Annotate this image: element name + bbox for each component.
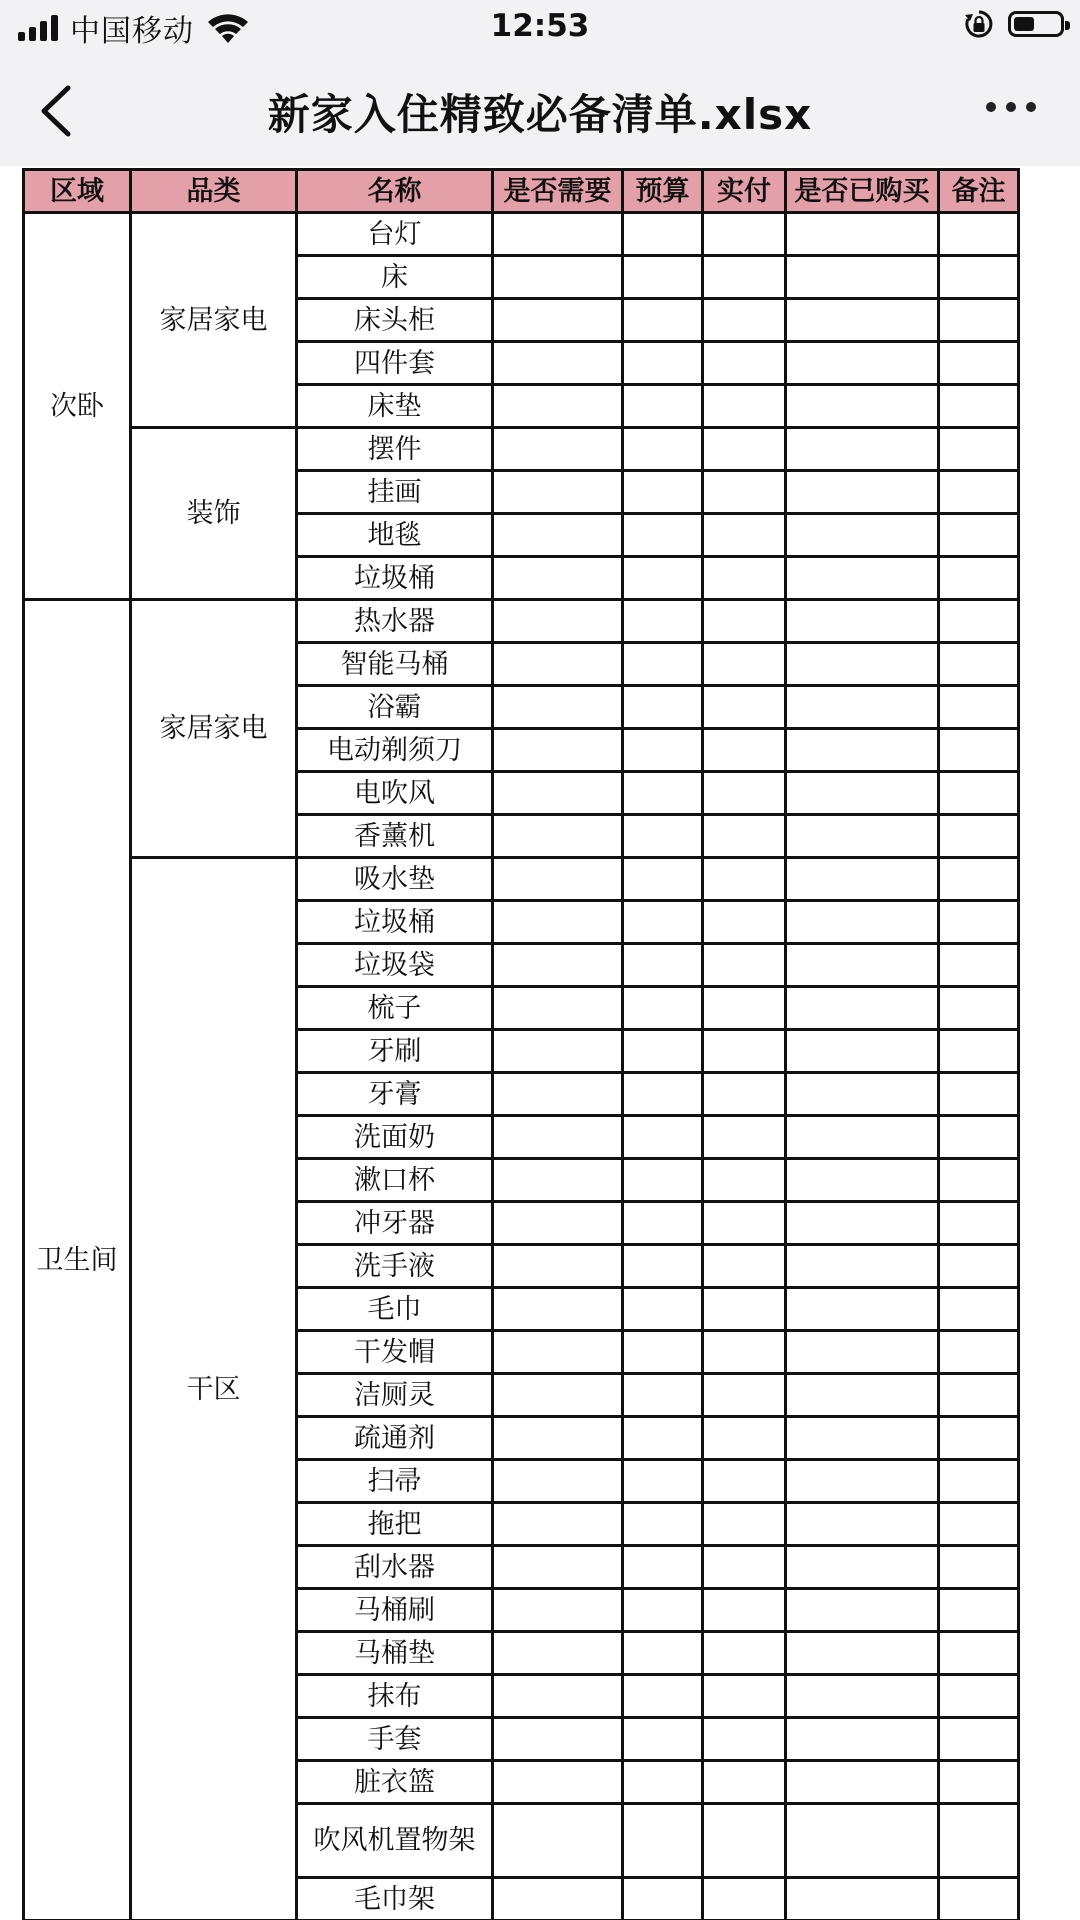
need-cell[interactable] xyxy=(493,213,623,256)
rotation-lock-icon xyxy=(964,9,994,39)
item-name-cell[interactable]: 干发帽 xyxy=(297,1331,493,1374)
note-cell[interactable] xyxy=(939,428,1019,471)
paid-cell[interactable] xyxy=(703,514,786,557)
page-title: 新家入住精致必备清单.xlsx xyxy=(267,90,813,139)
item-name-cell[interactable]: 智能马桶 xyxy=(297,643,493,686)
paid-cell[interactable] xyxy=(703,557,786,600)
note-cell[interactable] xyxy=(939,1245,1019,1288)
budget-cell[interactable] xyxy=(623,772,703,815)
purchased-cell[interactable] xyxy=(786,1546,939,1589)
table-row xyxy=(24,213,1019,256)
need-cell[interactable] xyxy=(493,901,623,944)
note-cell[interactable] xyxy=(939,471,1019,514)
purchased-cell[interactable] xyxy=(786,944,939,987)
note-cell[interactable] xyxy=(939,514,1019,557)
nav-bar xyxy=(0,56,1080,166)
budget-cell[interactable] xyxy=(623,1202,703,1245)
need-cell[interactable] xyxy=(493,772,623,815)
item-name-cell[interactable]: 洁厕灵 xyxy=(297,1374,493,1417)
note-cell[interactable] xyxy=(939,299,1019,342)
note-cell[interactable] xyxy=(939,1030,1019,1073)
need-cell[interactable] xyxy=(493,1030,623,1073)
note-cell[interactable] xyxy=(939,1417,1019,1460)
paid-cell[interactable] xyxy=(703,600,786,643)
purchased-cell[interactable] xyxy=(786,1288,939,1331)
need-cell[interactable] xyxy=(493,729,623,772)
paid-cell[interactable] xyxy=(703,643,786,686)
note-cell[interactable] xyxy=(939,1878,1019,1920)
item-name-cell[interactable]: 垃圾桶 xyxy=(297,901,493,944)
purchased-cell[interactable] xyxy=(786,342,939,385)
need-cell[interactable] xyxy=(493,1632,623,1675)
carrier-name: 中国移动 xyxy=(70,14,194,49)
paid-cell[interactable] xyxy=(703,686,786,729)
item-name-cell[interactable]: 梳子 xyxy=(297,987,493,1030)
note-cell[interactable] xyxy=(939,600,1019,643)
note-cell[interactable] xyxy=(939,1288,1019,1331)
paid-cell[interactable] xyxy=(703,428,786,471)
item-name-cell[interactable]: 摆件 xyxy=(297,428,493,471)
budget-cell[interactable] xyxy=(623,729,703,772)
note-cell[interactable] xyxy=(939,256,1019,299)
need-cell[interactable] xyxy=(493,1073,623,1116)
budget-cell[interactable] xyxy=(623,1878,703,1920)
category-cell[interactable]: 家居家电 xyxy=(131,600,297,858)
budget-cell[interactable] xyxy=(623,471,703,514)
purchased-cell[interactable] xyxy=(786,1374,939,1417)
paid-cell[interactable] xyxy=(703,1761,786,1804)
checklist-table xyxy=(22,168,1020,1920)
note-cell[interactable] xyxy=(939,729,1019,772)
item-name-cell[interactable]: 抹布 xyxy=(297,1675,493,1718)
budget-cell[interactable] xyxy=(623,1589,703,1632)
budget-cell[interactable] xyxy=(623,1546,703,1589)
need-cell[interactable] xyxy=(493,256,623,299)
purchased-cell[interactable] xyxy=(786,987,939,1030)
budget-cell[interactable] xyxy=(623,557,703,600)
note-cell[interactable] xyxy=(939,1632,1019,1675)
budget-cell[interactable] xyxy=(623,1331,703,1374)
budget-cell[interactable] xyxy=(623,901,703,944)
item-name-cell[interactable]: 漱口杯 xyxy=(297,1159,493,1202)
paid-cell[interactable] xyxy=(703,299,786,342)
status-bar xyxy=(0,0,1080,56)
purchased-cell[interactable] xyxy=(786,1761,939,1804)
budget-cell[interactable] xyxy=(623,1116,703,1159)
item-name-cell[interactable]: 脏衣篮 xyxy=(297,1761,493,1804)
need-cell[interactable] xyxy=(493,1288,623,1331)
purchased-cell[interactable] xyxy=(786,772,939,815)
item-name-cell[interactable]: 热水器 xyxy=(297,600,493,643)
paid-cell[interactable] xyxy=(703,1546,786,1589)
item-name-cell[interactable]: 刮水器 xyxy=(297,1546,493,1589)
purchased-cell[interactable] xyxy=(786,1460,939,1503)
need-cell[interactable] xyxy=(493,514,623,557)
paid-cell[interactable] xyxy=(703,1460,786,1503)
item-name-cell[interactable]: 洗手液 xyxy=(297,1245,493,1288)
need-cell[interactable] xyxy=(493,1331,623,1374)
paid-cell[interactable] xyxy=(703,858,786,901)
item-name-cell[interactable]: 马桶垫 xyxy=(297,1632,493,1675)
paid-cell[interactable] xyxy=(703,944,786,987)
note-cell[interactable] xyxy=(939,858,1019,901)
need-cell[interactable] xyxy=(493,1417,623,1460)
purchased-cell[interactable] xyxy=(786,815,939,858)
paid-cell[interactable] xyxy=(703,385,786,428)
budget-cell[interactable] xyxy=(623,1804,703,1878)
item-name-cell[interactable]: 电吹风 xyxy=(297,772,493,815)
note-cell[interactable] xyxy=(939,1804,1019,1878)
note-cell[interactable] xyxy=(939,1116,1019,1159)
need-cell[interactable] xyxy=(493,987,623,1030)
item-name-cell[interactable]: 四件套 xyxy=(297,342,493,385)
note-cell[interactable] xyxy=(939,1460,1019,1503)
need-cell[interactable] xyxy=(493,643,623,686)
budget-cell[interactable] xyxy=(623,987,703,1030)
budget-cell[interactable] xyxy=(623,1761,703,1804)
note-cell[interactable] xyxy=(939,1073,1019,1116)
budget-cell[interactable] xyxy=(623,1503,703,1546)
paid-cell[interactable] xyxy=(703,1878,786,1920)
note-cell[interactable] xyxy=(939,1503,1019,1546)
note-cell[interactable] xyxy=(939,1546,1019,1589)
need-cell[interactable] xyxy=(493,428,623,471)
clock: 12:53 xyxy=(490,8,590,44)
column-header[interactable]: 实付 xyxy=(703,170,786,213)
note-cell[interactable] xyxy=(939,686,1019,729)
purchased-cell[interactable] xyxy=(786,299,939,342)
note-cell[interactable] xyxy=(939,772,1019,815)
column-header[interactable]: 预算 xyxy=(623,170,703,213)
paid-cell[interactable] xyxy=(703,1288,786,1331)
column-header[interactable]: 备注 xyxy=(939,170,1019,213)
purchased-cell[interactable] xyxy=(786,1804,939,1878)
budget-cell[interactable] xyxy=(623,1675,703,1718)
need-cell[interactable] xyxy=(493,1878,623,1920)
note-cell[interactable] xyxy=(939,815,1019,858)
budget-cell[interactable] xyxy=(623,686,703,729)
purchased-cell[interactable] xyxy=(786,256,939,299)
item-name-cell[interactable]: 扫帚 xyxy=(297,1460,493,1503)
budget-cell[interactable] xyxy=(623,1288,703,1331)
need-cell[interactable] xyxy=(493,1589,623,1632)
item-name-cell[interactable]: 牙膏 xyxy=(297,1073,493,1116)
paid-cell[interactable] xyxy=(703,729,786,772)
note-cell[interactable] xyxy=(939,557,1019,600)
note-cell[interactable] xyxy=(939,1202,1019,1245)
purchased-cell[interactable] xyxy=(786,471,939,514)
item-name-cell[interactable]: 床垫 xyxy=(297,385,493,428)
note-cell[interactable] xyxy=(939,385,1019,428)
need-cell[interactable] xyxy=(493,1374,623,1417)
need-cell[interactable] xyxy=(493,1116,623,1159)
item-name-cell[interactable]: 洗面奶 xyxy=(297,1116,493,1159)
header-row xyxy=(24,170,1019,213)
item-name-cell[interactable]: 手套 xyxy=(297,1718,493,1761)
need-cell[interactable] xyxy=(493,815,623,858)
need-cell[interactable] xyxy=(493,1159,623,1202)
paid-cell[interactable] xyxy=(703,1632,786,1675)
paid-cell[interactable] xyxy=(703,815,786,858)
need-cell[interactable] xyxy=(493,1503,623,1546)
budget-cell[interactable] xyxy=(623,815,703,858)
spreadsheet-view[interactable] xyxy=(0,166,1080,1920)
note-cell[interactable] xyxy=(939,643,1019,686)
need-cell[interactable] xyxy=(493,299,623,342)
paid-cell[interactable] xyxy=(703,1374,786,1417)
paid-cell[interactable] xyxy=(703,1804,786,1878)
category-cell[interactable]: 家居家电 xyxy=(131,213,297,428)
purchased-cell[interactable] xyxy=(786,1073,939,1116)
purchased-cell[interactable] xyxy=(786,1878,939,1920)
note-cell[interactable] xyxy=(939,342,1019,385)
item-name-cell[interactable]: 台灯 xyxy=(297,213,493,256)
need-cell[interactable] xyxy=(493,600,623,643)
purchased-cell[interactable] xyxy=(786,643,939,686)
purchased-cell[interactable] xyxy=(786,858,939,901)
purchased-cell[interactable] xyxy=(786,729,939,772)
paid-cell[interactable] xyxy=(703,772,786,815)
paid-cell[interactable] xyxy=(703,1718,786,1761)
item-name-cell[interactable]: 马桶刷 xyxy=(297,1589,493,1632)
table-row xyxy=(24,428,1019,471)
item-name-cell[interactable]: 吸水垫 xyxy=(297,858,493,901)
battery-icon xyxy=(1008,11,1064,37)
budget-cell[interactable] xyxy=(623,299,703,342)
paid-cell[interactable] xyxy=(703,342,786,385)
budget-cell[interactable] xyxy=(623,643,703,686)
note-cell[interactable] xyxy=(939,901,1019,944)
item-name-cell[interactable]: 垃圾袋 xyxy=(297,944,493,987)
purchased-cell[interactable] xyxy=(786,600,939,643)
column-header[interactable]: 品类 xyxy=(131,170,297,213)
item-name-cell[interactable]: 吹风机置物架 xyxy=(297,1804,493,1878)
need-cell[interactable] xyxy=(493,471,623,514)
note-cell[interactable] xyxy=(939,944,1019,987)
need-cell[interactable] xyxy=(493,1804,623,1878)
need-cell[interactable] xyxy=(493,1675,623,1718)
purchased-cell[interactable] xyxy=(786,514,939,557)
budget-cell[interactable] xyxy=(623,1245,703,1288)
purchased-cell[interactable] xyxy=(786,686,939,729)
purchased-cell[interactable] xyxy=(786,557,939,600)
note-cell[interactable] xyxy=(939,1589,1019,1632)
item-name-cell[interactable]: 疏通剂 xyxy=(297,1417,493,1460)
item-name-cell[interactable]: 床头柜 xyxy=(297,299,493,342)
note-cell[interactable] xyxy=(939,1159,1019,1202)
item-name-cell[interactable]: 拖把 xyxy=(297,1503,493,1546)
item-name-cell[interactable]: 冲牙器 xyxy=(297,1202,493,1245)
purchased-cell[interactable] xyxy=(786,213,939,256)
purchased-cell[interactable] xyxy=(786,901,939,944)
paid-cell[interactable] xyxy=(703,1116,786,1159)
need-cell[interactable] xyxy=(493,1761,623,1804)
note-cell[interactable] xyxy=(939,1761,1019,1804)
purchased-cell[interactable] xyxy=(786,1632,939,1675)
item-name-cell[interactable]: 毛巾 xyxy=(297,1288,493,1331)
purchased-cell[interactable] xyxy=(786,1245,939,1288)
purchased-cell[interactable] xyxy=(786,1417,939,1460)
item-name-cell[interactable]: 香薰机 xyxy=(297,815,493,858)
column-header[interactable]: 区域 xyxy=(24,170,131,213)
need-cell[interactable] xyxy=(493,686,623,729)
paid-cell[interactable] xyxy=(703,1675,786,1718)
paid-cell[interactable] xyxy=(703,1159,786,1202)
purchased-cell[interactable] xyxy=(786,385,939,428)
budget-cell[interactable] xyxy=(623,514,703,557)
need-cell[interactable] xyxy=(493,1546,623,1589)
paid-cell[interactable] xyxy=(703,1331,786,1374)
need-cell[interactable] xyxy=(493,342,623,385)
paid-cell[interactable] xyxy=(703,1589,786,1632)
item-name-cell[interactable]: 毛巾架 xyxy=(297,1878,493,1920)
purchased-cell[interactable] xyxy=(786,428,939,471)
budget-cell[interactable] xyxy=(623,256,703,299)
purchased-cell[interactable] xyxy=(786,1202,939,1245)
item-name-cell[interactable]: 浴霸 xyxy=(297,686,493,729)
budget-cell[interactable] xyxy=(623,1374,703,1417)
area-cell[interactable]: 次卧 xyxy=(24,213,131,600)
paid-cell[interactable] xyxy=(703,256,786,299)
item-name-cell[interactable]: 挂画 xyxy=(297,471,493,514)
note-cell[interactable] xyxy=(939,1718,1019,1761)
column-header[interactable]: 名称 xyxy=(297,170,493,213)
budget-cell[interactable] xyxy=(623,428,703,471)
need-cell[interactable] xyxy=(493,858,623,901)
budget-cell[interactable] xyxy=(623,1073,703,1116)
need-cell[interactable] xyxy=(493,385,623,428)
item-name-cell[interactable]: 地毯 xyxy=(297,514,493,557)
budget-cell[interactable] xyxy=(623,858,703,901)
purchased-cell[interactable] xyxy=(786,1718,939,1761)
note-cell[interactable] xyxy=(939,1331,1019,1374)
table-row xyxy=(24,858,1019,901)
item-name-cell[interactable]: 床 xyxy=(297,256,493,299)
budget-cell[interactable] xyxy=(623,1417,703,1460)
table-row xyxy=(24,600,1019,643)
budget-cell[interactable] xyxy=(623,1632,703,1675)
budget-cell[interactable] xyxy=(623,385,703,428)
budget-cell[interactable] xyxy=(623,1030,703,1073)
paid-cell[interactable] xyxy=(703,1030,786,1073)
column-header[interactable]: 是否已购买 xyxy=(786,170,939,213)
purchased-cell[interactable] xyxy=(786,1116,939,1159)
paid-cell[interactable] xyxy=(703,213,786,256)
area-cell[interactable]: 卫生间 xyxy=(24,600,131,1920)
paid-cell[interactable] xyxy=(703,1417,786,1460)
purchased-cell[interactable] xyxy=(786,1331,939,1374)
need-cell[interactable] xyxy=(493,1202,623,1245)
paid-cell[interactable] xyxy=(703,901,786,944)
item-name-cell[interactable]: 牙刷 xyxy=(297,1030,493,1073)
note-cell[interactable] xyxy=(939,1675,1019,1718)
budget-cell[interactable] xyxy=(623,944,703,987)
budget-cell[interactable] xyxy=(623,1718,703,1761)
need-cell[interactable] xyxy=(493,1718,623,1761)
need-cell[interactable] xyxy=(493,1245,623,1288)
note-cell[interactable] xyxy=(939,1374,1019,1417)
need-cell[interactable] xyxy=(493,944,623,987)
purchased-cell[interactable] xyxy=(786,1589,939,1632)
note-cell[interactable] xyxy=(939,987,1019,1030)
paid-cell[interactable] xyxy=(703,471,786,514)
item-name-cell[interactable]: 电动剃须刀 xyxy=(297,729,493,772)
budget-cell[interactable] xyxy=(623,213,703,256)
purchased-cell[interactable] xyxy=(786,1675,939,1718)
category-cell[interactable]: 干区 xyxy=(131,858,297,1920)
column-header[interactable]: 是否需要 xyxy=(493,170,623,213)
note-cell[interactable] xyxy=(939,213,1019,256)
budget-cell[interactable] xyxy=(623,600,703,643)
purchased-cell[interactable] xyxy=(786,1030,939,1073)
paid-cell[interactable] xyxy=(703,1503,786,1546)
paid-cell[interactable] xyxy=(703,1073,786,1116)
paid-cell[interactable] xyxy=(703,1245,786,1288)
purchased-cell[interactable] xyxy=(786,1503,939,1546)
paid-cell[interactable] xyxy=(703,987,786,1030)
paid-cell[interactable] xyxy=(703,1202,786,1245)
need-cell[interactable] xyxy=(493,557,623,600)
category-cell[interactable]: 装饰 xyxy=(131,428,297,600)
more-options-icon[interactable] xyxy=(986,102,1036,112)
purchased-cell[interactable] xyxy=(786,1159,939,1202)
need-cell[interactable] xyxy=(493,1460,623,1503)
item-name-cell[interactable]: 垃圾桶 xyxy=(297,557,493,600)
budget-cell[interactable] xyxy=(623,1460,703,1503)
budget-cell[interactable] xyxy=(623,342,703,385)
budget-cell[interactable] xyxy=(623,1159,703,1202)
